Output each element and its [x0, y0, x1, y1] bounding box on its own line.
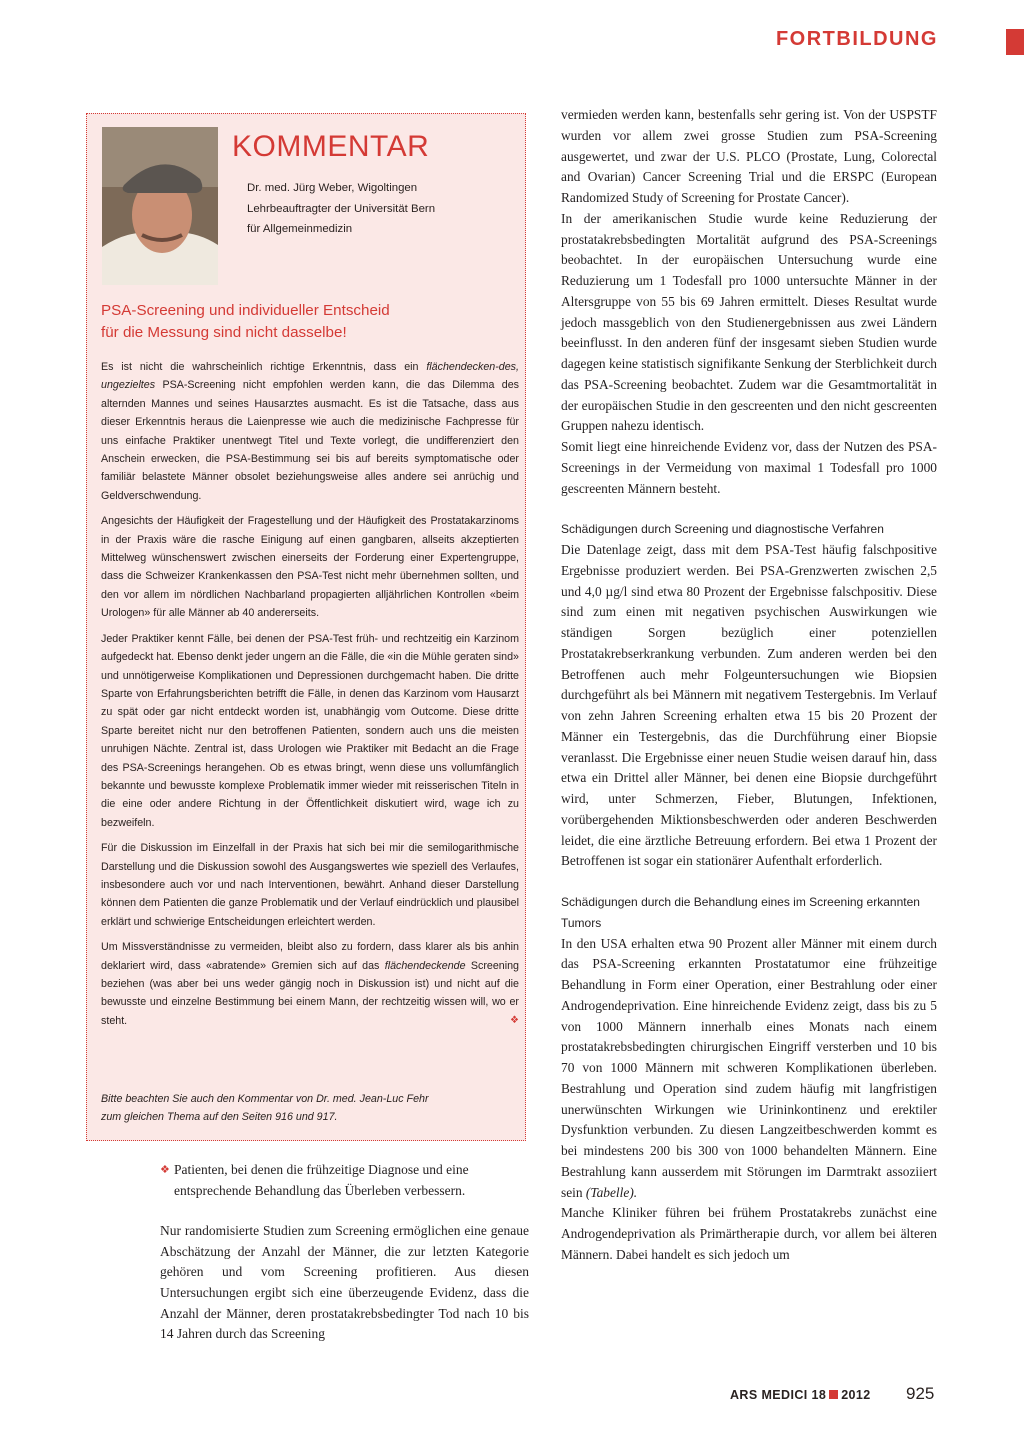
right-column: [561, 105, 937, 1266]
comment-paragraph: Für die Diskussion im Einzelfall in der Praxis hat sich bei mir die semilogarithmische Darstellung und die Diskussion sowohl des Ausgangswertes wie speziell des Verlaufes, insbesondere auch vor und nach Interventionen, bewährt. Anhand dieser Darstellung können dem Patienten die ganze Problematik und der Verlauf eindrücklich und plausibel erklärt und schwierige Entscheidungen erleichtert werden.: [101, 842, 519, 928]
comment-body: [101, 358, 519, 1037]
note-line: Bitte beachten Sie auch den Kommentar von Dr. med. Jean-Luc Fehr: [101, 1093, 429, 1105]
page-number: 925: [906, 1384, 935, 1403]
body-paragraph: Die Datenlage zeigt, dass mit dem PSA-Test häufig falschpositive Ergebnisse produziert werden. Bei PSA-Grenzwerten zwischen 2,5 und 4,0 µg/l sind etwa 80 Prozent der Ergebnisse falschpositiv. Diese sind zum einen mit negativen psychischen Auswirkungen wie ständigen Sorgen bezüglich einer potenziellen Prostatakrebserkrankung verbunden. Zum anderen werden bei den Betroffenen auch mehr Folgeuntersuchungen wie Biopsien durchgeführt als bei Männern mit negativem Testergebnis. Im Verlauf von zehn Jahren Screening erhalten etwa 15 bis 20 Prozent der Männer ein Testergebnis, das die Durchführung einer Biopsie veranlasst. Die Ergebnisse einer neuen Studie weisen darauf hin, dass etwa ein Drittel aller Männer, bei denen eine Biopsie durchgeführt wird, unter Schmerzen, Fieber, Blutungen, Infektionen, vorübergehenden Miktionsbeschwerden oder anderen Beschwerden leidet, die eine ärztliche Betreuung erfordern. Bei etwa 1 Prozent der Betroffenen ist sogar ein stationärer Aufenthalt erforderlich.: [561, 542, 937, 869]
end-mark-icon: ❖: [510, 1014, 519, 1026]
note-line: zum gleichen Thema auf den Seiten 916 und 917.: [101, 1111, 338, 1124]
section-label: FORTBILDUNG: [775, 28, 938, 50]
body-paragraph: In den USA erhalten etwa 90 Prozent aller Männer mit einem durch das PSA-Screening erkannten Prostatatumor eine frühzeitige Behandlung in Form einer Operation, einer Bestrahlung oder einer Androgendeprivation. Eine hinreichende Evidenz zeigt, dass bis zu 5 von 1000 Männern innerhalb eines Monats nach einem prostatakrebsbedingten chirurgischen Eingriff versterben und 10 bis 70 von 1000 Männern mit schweren Komplikationen überleben. Bestrahlung und Operation sind zudem häufig mit langfristigen unerwünschten Wirkungen wie Urininkontinenz und erektiler Dysfunktion verbunden. Zu diesen Langzeitbeschwerden kommt es bei mindestens 200 bis 300 von 1000 behandelten Männern. Eine Bestrahlung kann ausserdem mit Störungen im Darmtrakt assoziiert sein (Tabelle).: [561, 935, 937, 1200]
bullet-icon: ❖: [160, 1164, 170, 1176]
body-paragraph: Nur randomisierte Studien zum Screening ermöglichen eine genaue Abschätzung der Anzahl der Männer, die zur letzten Kategorie gehören und vom Screening profitieren. Aus diesen Untersuchungen ergibt sich eine überzeugende Evidenz, dass die Anzahl der Männer, deren prostatakrebsbedingter Tod nach 10 bis 14 Jahren durch das Screening: [160, 1223, 529, 1342]
comment-paragraph: Jeder Praktiker kennt Fälle, bei denen der PSA-Test früh- und rechtzeitig ein Karzinom aufgedeckt hat. Ebenso denkt jeder ungern an die Fälle, die «in die Mühle geraten sind» und unnötigerweise Komplikationen und Depressionen durchgemacht haben. Die dritte Sparte von Erfahrungsberichten betrifft die Fälle, in denen das Karzinom vom Hausarzt zu spät oder gar nicht entdeckt worden ist, unabhängig vom Outcome. Diese dritte Sparte bereitet nicht nur den betroffenen Patienten, sondern auch uns die meisten unruhigen Nächte. Zentral ist, dass Urologen wie Praktiker mit Bedacht an die Frage des PSA-Screenings herangehen. Ob es etwas bringt, wenn diese uns vollumfänglich bekannte und bewusste komplexe Problematik immer wieder mit reisserischen Titeln in die eine oder andere Richtung in der Öffentlichkeit diskutiert wird, wage ich zu bezweifeln.: [101, 632, 519, 829]
body-paragraph: Somit liegt eine hinreichende Evidenz vor, dass der Nutzen des PSA-Screenings in der Vermeidung von maximal 1 Todesfall pro 1000 gescreenten Männern besteht.: [561, 439, 937, 496]
author-name: Dr. med. Jürg Weber, Wigoltingen: [247, 182, 418, 194]
comment-paragraph: Um Missverständnisse zu vermeiden, bleibt also zu fordern, dass klarer als bis anhin deklariert wird, dass «abratende» Gremien sich auf das flächendeckende Screening beziehen (was aber bei uns weder gängig noch in Diskussion ist) und nicht auf die bewusste und einzelne Bestimmung bei einem Mann, der rechtzeitig wissen will, wo er steht. ❖: [101, 938, 519, 1030]
author-role: Lehrbeauftragter der Universität Bern: [247, 202, 436, 215]
comment-paragraph: Angesichts der Häufigkeit der Fragestellung und der Häufigkeit des Prostatakarzinoms in der Praxis wäre die rasche Einigung auf einen gangbaren, allseits akzeptierten Mittelweg wünschenswert zwischen einerseits der Forderung einer Expertengruppe, dass die Schweizer Krankenkassen den PSA-Test nicht mehr übernehmen sollten, und den vor allem im nördlichen Nachbarland propagierten alljährlichen Kontrollen «beim Urologen» für alle Männer ab 40 andererseits.: [101, 515, 519, 620]
section-marker: [1006, 29, 1024, 55]
comment-heading-line: PSA-Screening und individueller Entscheid: [101, 302, 390, 319]
author-info: [247, 178, 517, 240]
footer-marker: [829, 1390, 838, 1399]
section-heading: Schädigungen durch Screening und diagnostische Verfahren: [561, 522, 884, 537]
author-portrait-icon: [102, 127, 218, 285]
journal-year: 2012: [841, 1388, 871, 1402]
comment-heading: [101, 300, 516, 343]
cross-reference-note: [101, 1090, 516, 1127]
body-paragraph: In der amerikanischen Studie wurde keine Reduzierung der prostatakrebsbedingten Mortalität aufgrund des PSA-Screenings beobachtet. In der europäischen Untersuchung wurde eine Reduzierung um 1 Todesfall pro 1000 untersuchte Männer in der Altersgruppe von 55 bis 69 Jahren ermittelt. Dieses Resultat wurde jedoch massgeblich von den Studienergebnissen aus zwei Ländern beeinflusst. In den anderen fünf der insgesamt sieben Studien wurde dagegen keine statistisch signifikante Senkung der Sterblichkeit durch das PSA-Screening beobachtet. Zudem war die Gesamtmortalität in der europäischen Studie in den gescreenten und den nicht gescreenten Gruppen nahezu identisch.: [561, 210, 937, 434]
bullet-item: [160, 1160, 529, 1201]
section-heading: Schädigungen durch die Behandlung eines im Screening erkannten Tumors: [561, 895, 920, 930]
comment-title: KOMMENTAR: [232, 130, 430, 163]
journal-name: ARS MEDICI 18: [730, 1388, 827, 1402]
bullet-text: Patienten, bei denen die frühzeitige Diagnose und eine entsprechende Behandlung das Überleben verbessern.: [174, 1162, 469, 1198]
comment-paragraph: Es ist nicht die wahrscheinlich richtige Erkenntnis, dass ein flächendecken-des, ungezieltes PSA-Screening nicht empfohlen werden kann, die das Dilemma des alternden Mannes und seines Hausarztes ausmacht. Es ist die Tatsache, dass aus dieser Erkenntnis heraus die Laienpresse wie auch die medizinische Fachpresse für uns einfache Praktiker unentwegt Titel und Texte vorlegt, die undifferenziert den Anschein erwecken, die PSA-Bestimmung sei bis auf bereits symptomatische oder familiär belastete Männer obsolet beziehungsweise alles andere sei anrüchig und Geldverschwendung.: [101, 361, 519, 502]
body-paragraph: Manche Kliniker führen bei frühem Prostatakrebs zunächst eine Androgendeprivation als Primärtherapie durch, vor allem bei älteren Männern. Dabei handelt es sich jedoch um: [561, 1205, 937, 1262]
author-photo: [102, 127, 218, 285]
author-field: für Allgemeinmedizin: [247, 223, 353, 235]
journal-footer: [730, 1388, 871, 1402]
left-column-text: [160, 1160, 529, 1365]
comment-heading-line: für die Messung sind nicht dasselbe!: [101, 323, 347, 341]
body-paragraph: vermieden werden kann, bestenfalls sehr gering ist. Von der USPSTF wurden vor allem zwei grosse Studien zum PSA-Screening ausgewertet, und zwar der U.S. PLCO (Prostate, Lung, Colorectal and Ovarian) Cancer Screening Trial und die ERSPC (European Randomized Study of Screening for Prostate Cancer).: [561, 107, 937, 205]
comment-box: [86, 113, 526, 1141]
